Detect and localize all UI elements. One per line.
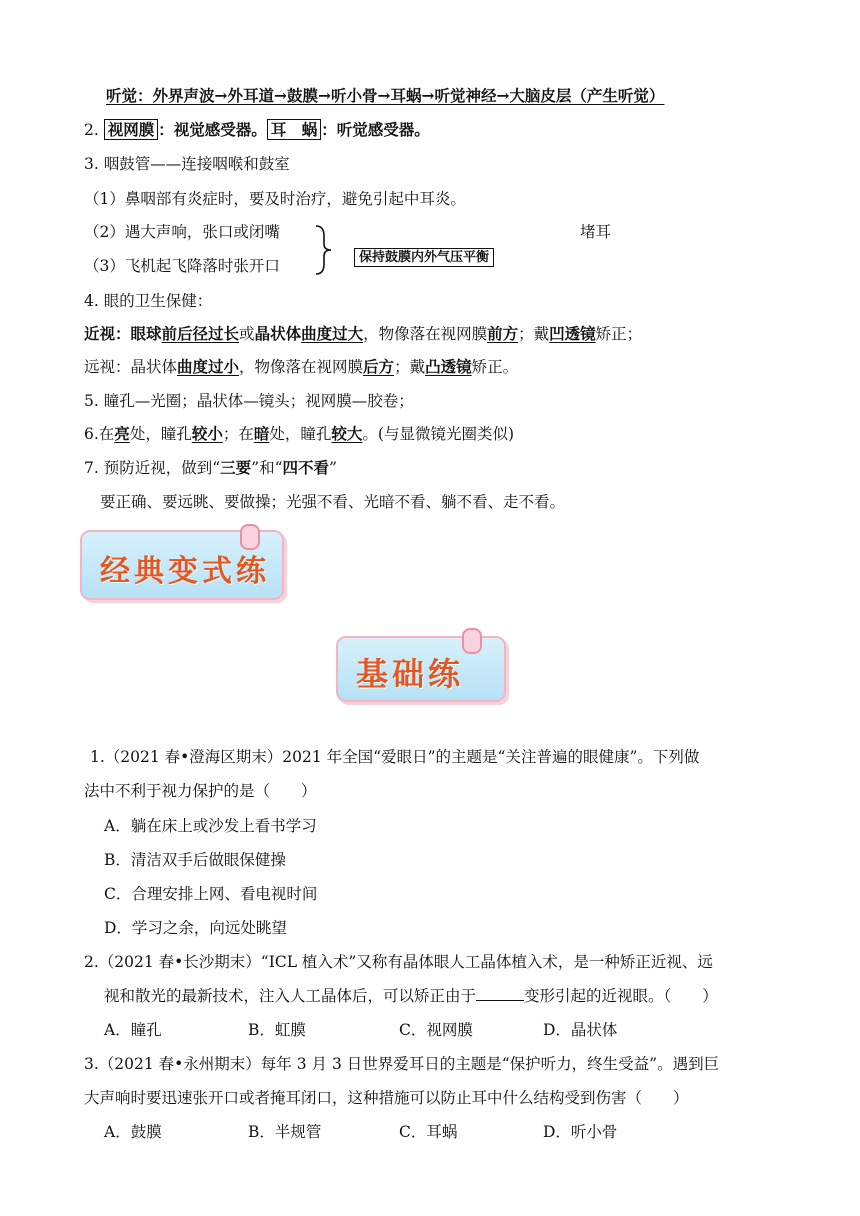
q3-option-d[interactable]: D．听小骨	[543, 1123, 618, 1141]
q1-option-c[interactable]: C．合理安排上网、看电视时间	[104, 885, 318, 903]
banner-basic-practice	[336, 636, 516, 706]
myopia-or: 或	[239, 325, 255, 343]
item-7	[84, 456, 337, 478]
item-6	[84, 422, 514, 444]
hyperopia-curvature: 曲度过小	[177, 357, 240, 376]
q2-option-d[interactable]: D．晶状体	[543, 1021, 618, 1039]
myopia-eyeball: 眼球	[130, 324, 162, 343]
myopia-line	[84, 322, 642, 344]
block-ears-text: 堵耳	[580, 223, 612, 241]
item-2-number: 2.	[84, 121, 99, 139]
q2-stem-line-1: 2.（2021 春•长沙期末）“ICL 植入术”又称有晶体眼人工晶体植入术，是一种矫正近视、远	[84, 953, 713, 971]
banner-classic-variants-title: 经典变式练	[100, 554, 270, 589]
cochlea-box: 耳 蜗	[267, 119, 322, 140]
q1-option-d[interactable]: D．学习之余，向远处眺望	[104, 919, 287, 937]
retina-box: 视网膜	[104, 119, 159, 140]
hearing-pathway: 听觉：外界声波→外耳道→鼓膜→听小骨→耳蜗→听觉神经→大脑皮层（产生听觉）	[106, 86, 665, 105]
pressure-balance-box: 保持鼓膜内外气压平衡	[354, 248, 494, 267]
item-6-text-1: 6.在	[84, 425, 115, 443]
hyperopia-convex: 凸透镜	[425, 357, 472, 376]
banner-classic-variants	[80, 530, 290, 604]
item-6-bright: 亮	[114, 424, 130, 443]
item-5: 5. 瞳孔—光圈；晶状体—镜头；视网膜—胶卷；	[84, 392, 414, 410]
q3-stem-line-2: 大声响时要迅速张开口或者掩耳闭口，这种措施可以防止耳中什么结构受到伤害（ ）	[84, 1089, 689, 1107]
q3-option-c[interactable]: C．耳蜗	[399, 1123, 458, 1141]
q3-stem-line-1: 3.（2021 春•永州期末）每年 3 月 3 日世界爱耳日的主题是“保护听力，终生受益”。遇到巨	[84, 1055, 720, 1073]
q2-option-c[interactable]: C．视网膜	[399, 1021, 473, 1039]
item-6-larger: 较大	[331, 424, 363, 443]
q3-option-b[interactable]: B．半规管	[248, 1123, 322, 1141]
q2-answer-blank[interactable]	[476, 986, 524, 1001]
three-musts: 三要	[220, 458, 252, 477]
hyperopia-wear: ；戴	[394, 358, 426, 376]
q3-option-a[interactable]: A．鼓膜	[104, 1123, 162, 1141]
myopia-curvature: 曲度过大	[301, 324, 364, 343]
cochlea-desc: ：听觉感受器。	[321, 120, 430, 139]
item-7-text-1: 7. 预防近视，做到“	[84, 459, 221, 477]
hyperopia-image: ，物像落在视网膜	[239, 358, 364, 376]
q2-stem-text-a: 视和散光的最新技术，注入人工晶体后，可以矫正由于	[104, 987, 477, 1005]
q2-stem-text-b: 变形引起的近视眼。（ ）	[524, 987, 718, 1005]
item-3-line-1: （1）鼻咽部有炎症时，要及时治疗，避免引起中耳炎。	[84, 190, 466, 208]
four-nots: 四不看	[282, 458, 330, 477]
q1-stem-line-2: 法中不利于视力保护的是（ ）	[84, 782, 317, 800]
retina-desc: ：视觉感受器。	[158, 120, 267, 139]
hyperopia-correct: 矫正。	[471, 358, 519, 376]
paperclip-icon	[462, 628, 482, 654]
item-6-text-2: 处，瞳孔	[129, 425, 192, 443]
item-6-text-4: 处，瞳孔	[269, 425, 332, 443]
item-6-text-3: ；在	[222, 425, 254, 443]
item-7-text-3: ”	[329, 459, 337, 477]
item-6-dark: 暗	[253, 424, 270, 443]
q2-stem-line-2	[104, 984, 718, 1006]
myopia-wear: ；戴	[518, 325, 550, 343]
q1-option-b[interactable]: B．清洁双手后做眼保健操	[104, 851, 286, 869]
myopia-label: 近视：	[84, 324, 131, 343]
item-7-detail: 要正确、要远眺、要做操；光强不看、光暗不看、躺不看、走不看。	[100, 493, 566, 511]
item-3-title: 3. 咽鼓管——连接咽喉和鼓室	[84, 155, 290, 173]
myopia-concave: 凹透镜	[549, 324, 596, 343]
item-2	[84, 118, 430, 140]
myopia-lens: 晶状体	[254, 324, 302, 343]
hyperopia-label: 远视：晶状体	[84, 358, 178, 376]
myopia-correct: 矫正；	[595, 325, 643, 343]
item-6-note: 。(与显微镜光圈类似)	[362, 425, 515, 443]
hyperopia-line	[84, 355, 518, 377]
myopia-image: ，物像落在视网膜	[363, 325, 488, 343]
item-6-smaller: 较小	[191, 424, 223, 443]
item-4-title: 4. 眼的卫生保健：	[84, 292, 213, 310]
hyperopia-back: 后方	[363, 357, 395, 376]
q2-option-b[interactable]: B．虹膜	[248, 1021, 306, 1039]
myopia-front: 前方	[487, 324, 519, 343]
q2-option-a[interactable]: A．瞳孔	[104, 1021, 162, 1039]
myopia-axis: 前后径过长	[161, 324, 240, 343]
q1-option-a[interactable]: A．躺在床上或沙发上看书学习	[104, 817, 317, 835]
banner-basic-practice-title: 基础练	[356, 655, 465, 693]
q1-stem-line-1: 1.（2021 春•澄海区期末）2021 年全国“爱眼日”的主题是“关注普遍的眼健康”。下列做	[90, 748, 700, 766]
item-7-text-2: ”和“	[251, 459, 283, 477]
item-3-line-3: （3）飞机起飞降落时张开口	[84, 257, 280, 275]
curly-brace-icon	[312, 224, 334, 276]
item-3-line-2: （2）遇大声响，张口或闭嘴	[84, 223, 280, 241]
